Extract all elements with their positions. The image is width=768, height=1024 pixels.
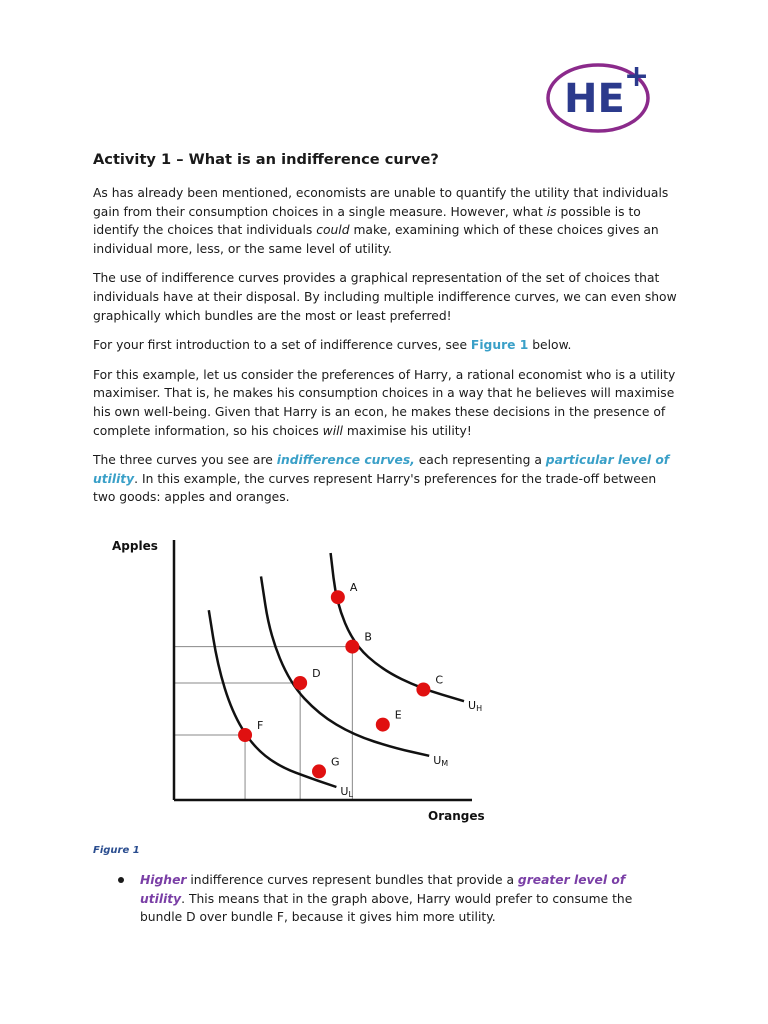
p1-text-c: make, examining which of these choices gives an individual more, less, or the same level of utility.: [93, 223, 659, 256]
figure-1-link[interactable]: Figure 1: [470, 338, 529, 353]
logo-text: HE: [564, 76, 625, 122]
point-label-c: C: [435, 673, 444, 687]
y-axis-label: Apples: [112, 539, 158, 553]
paragraph-1: [93, 184, 678, 258]
p1-em: is: [546, 204, 557, 219]
p1-text-a: As has already been mentioned, economists are unable to quantify the utility that individuals gain from their consumption choices in a single measure. However, what: [93, 186, 669, 219]
p1-text-b: possible is to identify the choices that individuals: [93, 204, 641, 238]
p5-em-indifference-curves: indifference curves,: [276, 453, 415, 468]
bullet-text-b: . This means that in the graph above, Harry would prefer to consume the bundle D over bundle F, because it gives him more utility.: [140, 891, 633, 925]
p1-em2: could: [316, 223, 350, 238]
p3-text-a: For your first introduction to a set of indifference curves, see: [93, 338, 471, 353]
paragraph-5: [93, 451, 678, 507]
paragraph-4: [93, 366, 678, 440]
p4-text-b: maximise his utility!: [342, 423, 472, 438]
bullet-dot-icon: [118, 877, 124, 883]
paragraph-2: The use of indifference curves provides a graphical representation of the set of choices that individuals have at their disposal. By including multiple indifference curves, we can even show graphically which bundles are the most or least preferred!: [93, 271, 677, 323]
p5-text-b: each representing a: [414, 453, 546, 468]
page-title: Activity 1 – What is an indifference curve?: [93, 151, 439, 168]
point-label-a: A: [349, 581, 358, 595]
p4-em: will: [322, 423, 343, 438]
he-plus-logo: [544, 56, 656, 138]
figure-caption: Figure 1: [93, 845, 140, 856]
curve-label-um: UM: [433, 753, 449, 768]
point-e: [376, 718, 390, 732]
point-label-f: F: [257, 719, 264, 732]
p4-text-a: For this example, let us consider the preferences of Harry, a rational economist who is a utility maximiser. That is, he makes his consumption choices in a way that he believes will maximise his own well-being. Given that Harry is an econ, he makes these decisions in the presence of complete information, so his choices: [93, 367, 676, 438]
point-a: [331, 590, 345, 604]
bullet-text-a: indifference curves represent bundles that provide a: [186, 873, 518, 887]
curve-um: [261, 576, 429, 755]
bullet-list: [110, 871, 670, 927]
curve-label-ul: UL: [340, 785, 353, 799]
bullet-item: [110, 871, 670, 927]
p5-text-c: . In this example, the curves represent Harry's preferences for the trade-off between two goods: apples and oranges.: [93, 471, 657, 505]
point-label-b: B: [364, 630, 372, 644]
bullet-em-higher: Higher: [140, 873, 187, 887]
main-content: [93, 150, 678, 518]
p5-text-a: The three curves you see are: [93, 453, 277, 468]
point-g: [312, 764, 326, 778]
point-label-g: G: [331, 755, 340, 769]
indifference-curve-chart: [100, 530, 500, 830]
logo-plus: +: [624, 59, 650, 94]
p5-em-utility-level: particular level of utility: [93, 453, 670, 486]
curve-label-uh: UH: [468, 699, 483, 714]
point-c: [416, 683, 430, 697]
bullet-em-greater-utility: greater level of utility: [140, 873, 626, 906]
point-f: [238, 728, 252, 742]
point-label-e: E: [394, 708, 402, 722]
paragraph-3: [93, 336, 678, 355]
point-d: [293, 676, 307, 690]
point-b: [345, 640, 359, 654]
point-label-d: D: [312, 667, 321, 680]
x-axis-label: Oranges: [428, 809, 485, 823]
curve-uh: [331, 553, 464, 701]
p3-text-b: below.: [528, 338, 572, 353]
